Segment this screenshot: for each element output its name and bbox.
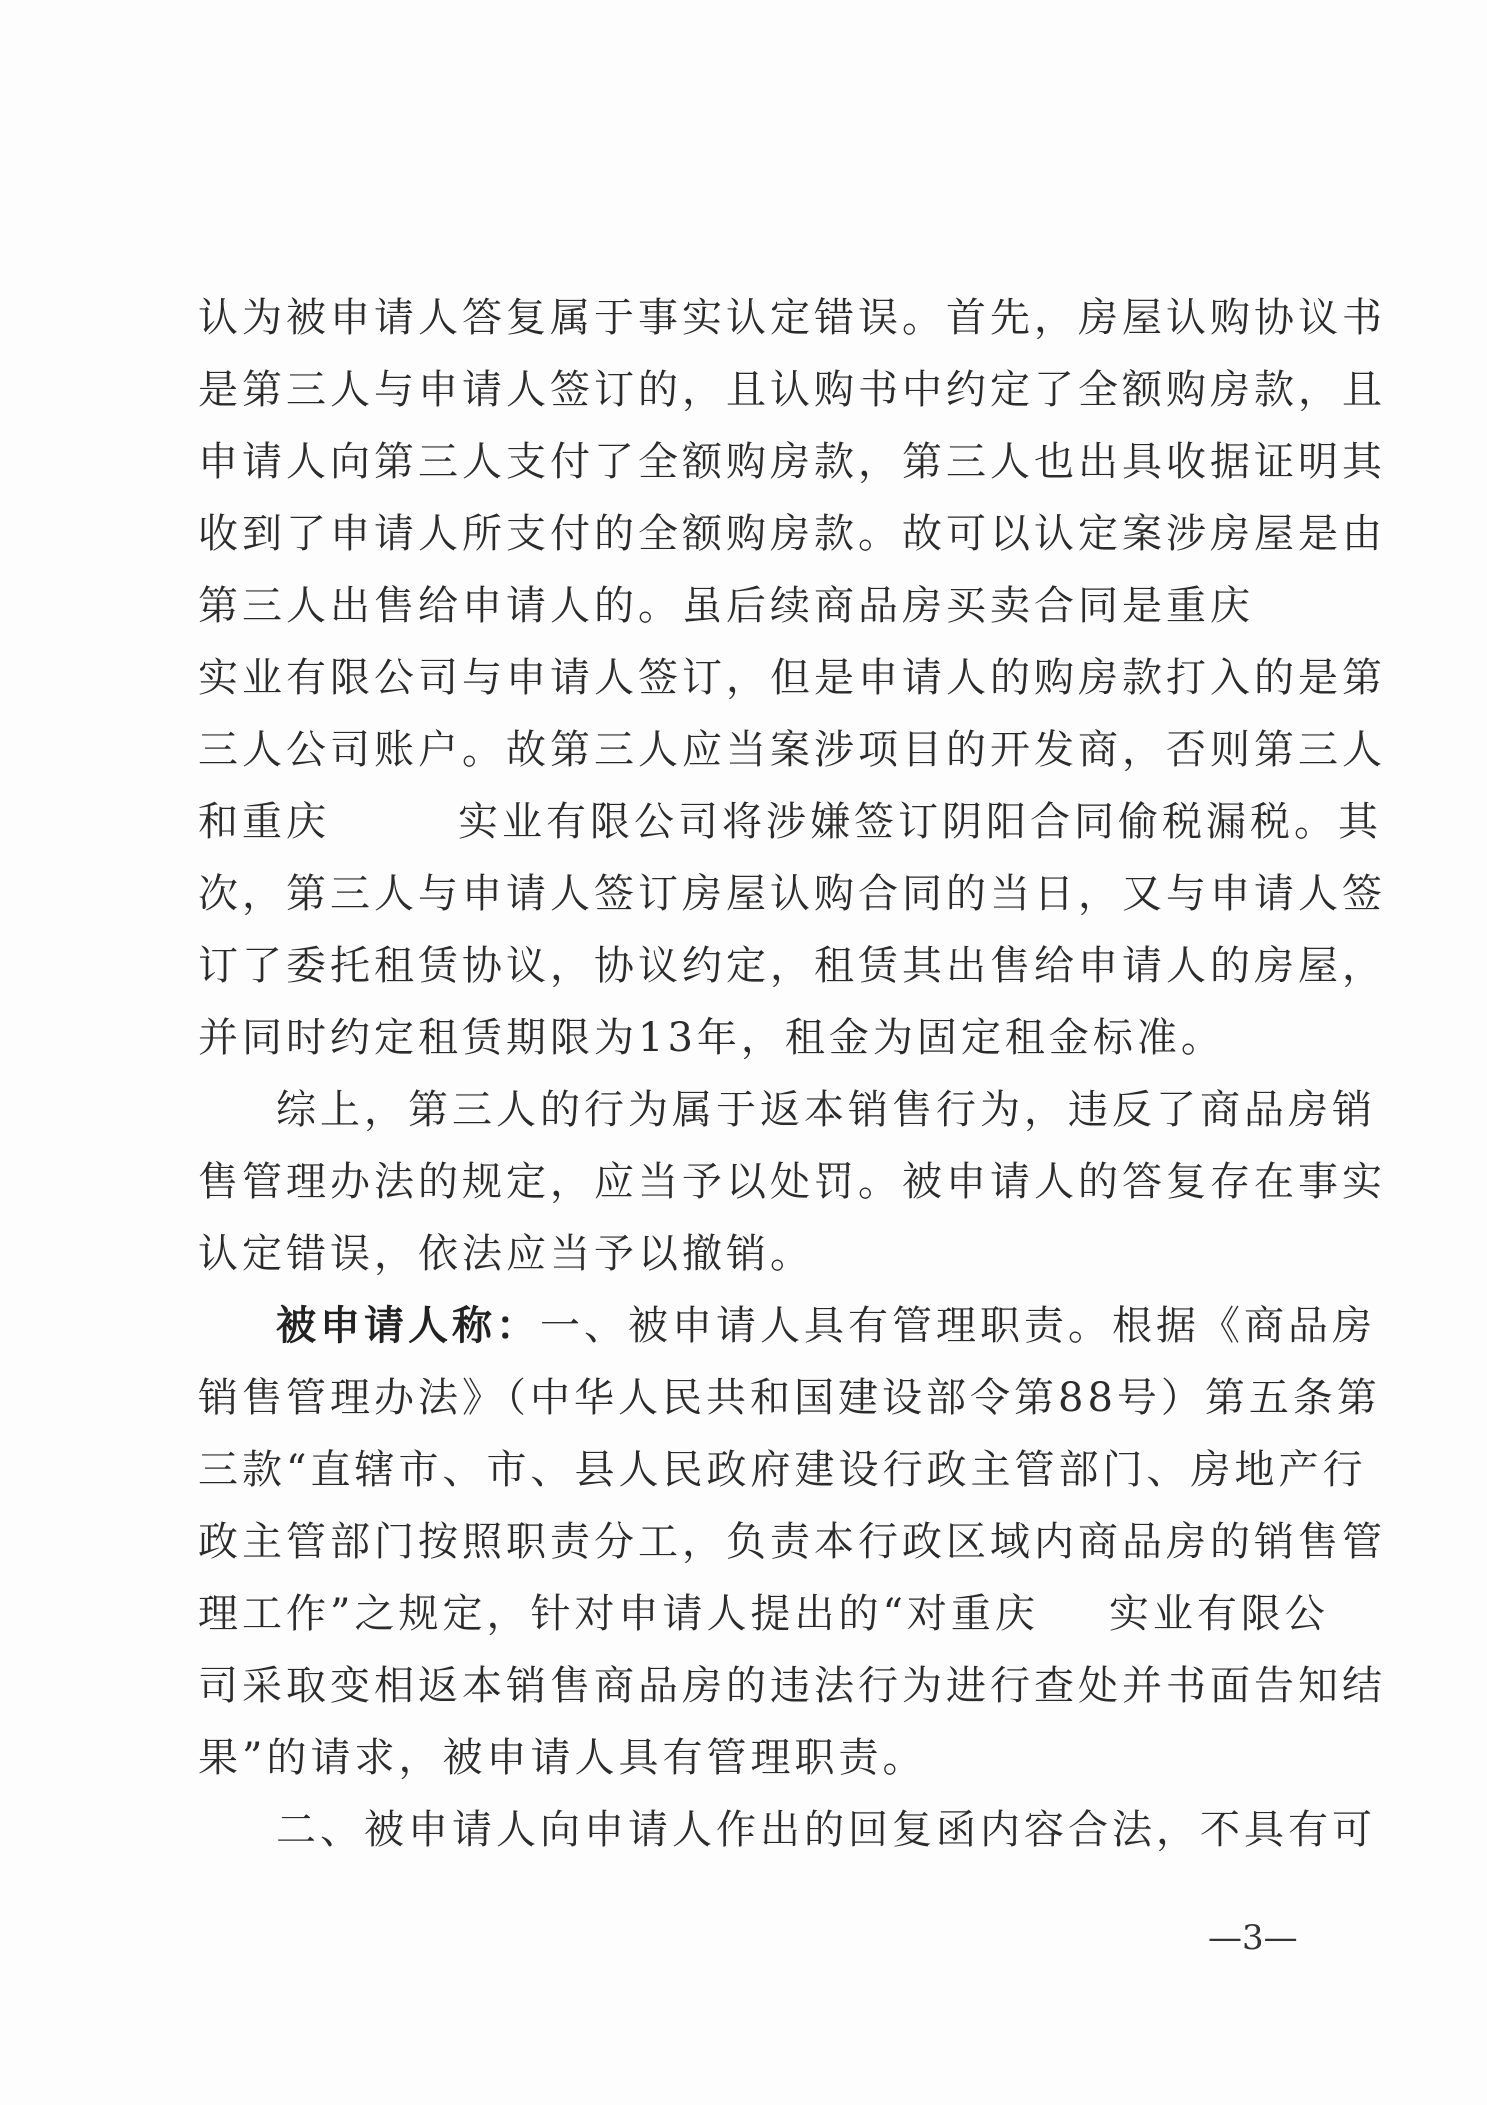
body-line-15-text: 一、被申请人具有管理职责。根据《商品房 [540, 1303, 1376, 1349]
body-line-21: 果”的请求，被申请人具有管理职责。 [198, 1735, 927, 1781]
body-line-7: 三人公司账户。故第三人应当案涉项目的开发商，否则第三人 [198, 727, 1386, 773]
body-line-1: 认为被申请人答复属于事实认定错误。首先，房屋认购协议书 [198, 295, 1386, 341]
body-line-8 [198, 792, 1382, 852]
body-line-22: 二、被申请人向申请人作出的回复函内容合法，不具有可 [276, 1807, 1376, 1853]
body-line-15 [276, 1296, 1376, 1356]
body-line-13: 售管理办法的规定，应当予以处罚。被申请人的答复存在事实 [198, 1159, 1386, 1205]
body-line-11: 并同时约定租赁期限为13年，租金为固定租金标准。 [198, 1015, 1225, 1061]
body-line-12: 综上，第三人的行为属于返本销售行为，违反了商品房销 [276, 1087, 1376, 1133]
body-line-19 [198, 1584, 1329, 1644]
body-line-14: 认定错误，依法应当予以撤销。 [198, 1231, 814, 1277]
body-line-9: 次，第三人与申请人签订房屋认购合同的当日，又与申请人签 [198, 871, 1386, 917]
body-line-3: 申请人向第三人支付了全额购房款，第三人也出具收据证明其 [198, 439, 1386, 485]
body-line-5: 第三人出售给申请人的。虽后续商品房买卖合同是重庆 [198, 583, 1254, 629]
body-line-8-start: 和重庆 [198, 799, 330, 845]
body-line-2: 是第三人与申请人签订的，且认购书中约定了全额购房款，且 [198, 367, 1386, 413]
body-line-19-start: 理工作”之规定，针对申请人提出的“对重庆 [198, 1591, 1039, 1637]
body-line-16: 销售管理办法》（中华人民共和国建设部令第88号）第五条第 [198, 1375, 1381, 1421]
page-number: —3— [1208, 1918, 1298, 1958]
respondent-label: 被申请人称： [276, 1302, 540, 1349]
body-line-8-end: 实业有限公司将涉嫌签订阴阳合同偷税漏税。其 [458, 799, 1382, 845]
body-line-18: 政主管部门按照职责分工，负责本行政区域内商品房的销售管 [198, 1519, 1386, 1565]
body-line-4: 收到了申请人所支付的全额购房款。故可以认定案涉房屋是由 [198, 511, 1386, 557]
body-line-19-end: 实业有限公 [1108, 1591, 1329, 1637]
body-line-20: 司采取变相返本销售商品房的违法行为进行查处并书面告知结 [198, 1663, 1386, 1709]
body-line-6: 实业有限公司与申请人签订，但是申请人的购房款打入的是第 [198, 655, 1386, 701]
body-line-10: 订了委托租赁协议，协议约定，租赁其出售给申请人的房屋， [198, 943, 1386, 989]
body-line-17: 三款“直辖市、市、县人民政府建设行政主管部门、房地产行 [198, 1447, 1367, 1493]
